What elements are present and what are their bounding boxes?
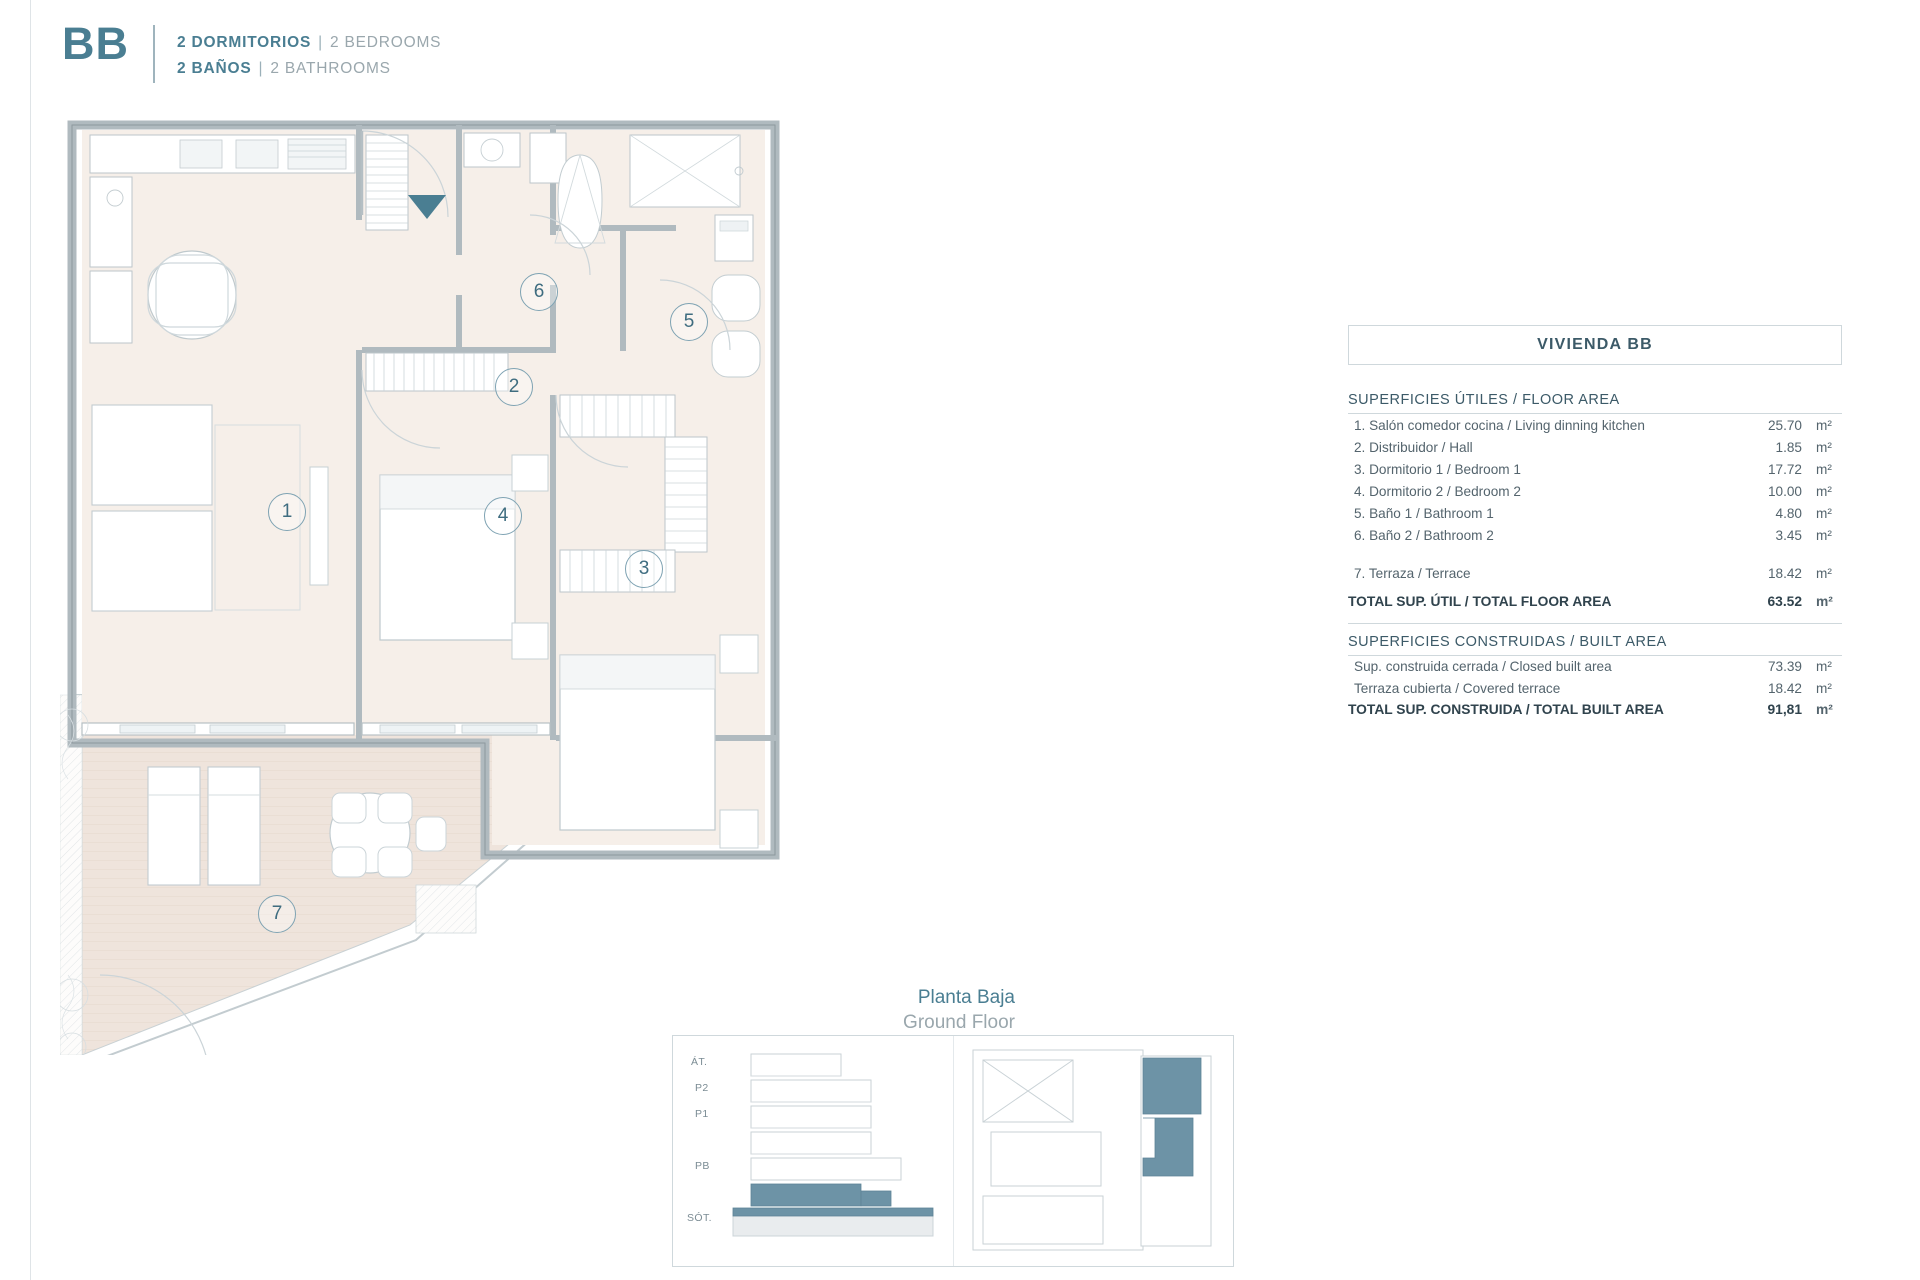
terrace-row-value: 18.42 xyxy=(1767,565,1802,581)
room-number-7: 7 xyxy=(258,895,296,933)
total-floor-area-value: 63.52 xyxy=(1767,594,1802,609)
area-row xyxy=(1348,414,1842,436)
area-row xyxy=(1348,458,1842,480)
panel-title-box xyxy=(1348,325,1842,365)
floor-level-label xyxy=(903,985,1015,1035)
total-built-area-row xyxy=(1348,700,1842,721)
unit-description xyxy=(177,22,441,82)
built-area-row-unit: m² xyxy=(1816,659,1832,674)
area-row xyxy=(1348,436,1842,458)
total-floor-area-label: TOTAL SUP. ÚTIL / TOTAL FLOOR AREA xyxy=(1348,594,1612,609)
area-row-value: 25.70 xyxy=(1767,417,1802,433)
built-area-row-value: 73.39 xyxy=(1767,659,1802,674)
room-number-5: 5 xyxy=(670,303,708,341)
built-area-row-unit: m² xyxy=(1816,681,1832,696)
area-row-label: 1. Salón comedor cocina / Living dinning kitchen xyxy=(1354,417,1645,433)
key-plan-level-at: ÁT. xyxy=(691,1056,708,1068)
area-row-label: 6. Baño 2 / Bathroom 2 xyxy=(1354,527,1494,543)
panel-rule xyxy=(1348,623,1842,624)
unit-code: BB xyxy=(62,18,129,69)
room-number-1: 1 xyxy=(268,493,306,531)
built-area-row-value: 18.42 xyxy=(1767,681,1802,696)
bedrooms-separator: | xyxy=(318,34,323,51)
header-divider xyxy=(153,25,155,83)
area-row-unit: m² xyxy=(1816,527,1832,543)
terrace-row xyxy=(1348,562,1842,584)
area-row-unit: m² xyxy=(1816,505,1832,521)
area-row-label: 4. Dormitorio 2 / Bedroom 2 xyxy=(1354,483,1521,499)
bathrooms-label-en: 2 BATHROOMS xyxy=(270,60,391,77)
key-plan-diagrams xyxy=(673,1036,1231,1264)
built-area-row-label: Terraza cubierta / Covered terrace xyxy=(1354,681,1561,696)
panel-title: VIVIENDA BB xyxy=(1537,336,1653,353)
area-row-value: 4.80 xyxy=(1775,505,1802,521)
area-row-label: 3. Dormitorio 1 / Bedroom 1 xyxy=(1354,461,1521,477)
page-left-rule xyxy=(30,0,31,1280)
area-row-unit: m² xyxy=(1816,483,1832,499)
bedrooms-label-es: 2 DORMITORIOS xyxy=(177,34,312,51)
room-number-2: 2 xyxy=(495,368,533,406)
area-row-label: 5. Baño 1 / Bathroom 1 xyxy=(1354,505,1494,521)
floor-level-label-en: Ground Floor xyxy=(903,1012,1015,1033)
area-row-value: 10.00 xyxy=(1767,483,1802,499)
built-area-row-label: Sup. construida cerrada / Closed built area xyxy=(1354,659,1612,674)
section-header-built-area: SUPERFICIES CONSTRUIDAS / BUILT AREA xyxy=(1348,634,1842,656)
area-row-value: 1.85 xyxy=(1775,439,1802,455)
north-arrow-icon xyxy=(408,195,446,219)
key-plan-level-p2: P2 xyxy=(695,1082,709,1094)
total-built-area-label: TOTAL SUP. CONSTRUIDA / TOTAL BUILT AREA xyxy=(1348,701,1664,717)
key-plan-level-p1: P1 xyxy=(695,1108,709,1120)
key-plan-level-pb: PB xyxy=(695,1160,710,1172)
area-row xyxy=(1348,524,1842,546)
area-row-spacer xyxy=(1348,546,1842,562)
total-built-area-value: 91,81 xyxy=(1767,701,1802,717)
key-plan-box xyxy=(672,1035,1234,1267)
floor-plan-drawing xyxy=(60,95,1020,1055)
total-floor-area-unit: m² xyxy=(1816,594,1833,609)
area-schedule-panel xyxy=(1348,325,1842,720)
area-row xyxy=(1348,480,1842,502)
bathrooms-label-es: 2 BAÑOS xyxy=(177,60,252,77)
total-built-area-unit: m² xyxy=(1816,701,1833,717)
bedrooms-line xyxy=(177,30,441,56)
area-row-unit: m² xyxy=(1816,461,1832,477)
room-number-3: 3 xyxy=(625,550,663,588)
bathrooms-line xyxy=(177,56,441,82)
terrace-row-label: 7. Terraza / Terrace xyxy=(1354,565,1471,581)
area-row-value: 3.45 xyxy=(1775,527,1802,543)
section-header-floor-area: SUPERFICIES ÚTILES / FLOOR AREA xyxy=(1348,392,1842,414)
total-floor-area-row xyxy=(1348,584,1842,613)
built-area-row xyxy=(1348,678,1842,700)
area-row-value: 17.72 xyxy=(1767,461,1802,477)
terrace-row-unit: m² xyxy=(1816,565,1832,581)
unit-header xyxy=(62,18,442,83)
bedrooms-label-en: 2 BEDROOMS xyxy=(329,34,442,51)
area-row-unit: m² xyxy=(1816,439,1832,455)
room-number-4: 4 xyxy=(484,497,522,535)
area-row-label: 2. Distribuidor / Hall xyxy=(1354,439,1473,455)
floor-level-label-es: Planta Baja xyxy=(917,987,1015,1008)
area-row-unit: m² xyxy=(1816,417,1832,433)
area-row xyxy=(1348,502,1842,524)
built-area-row xyxy=(1348,656,1842,678)
key-plan-level-sot: SÓT. xyxy=(687,1212,712,1224)
key-plan-divider xyxy=(953,1036,954,1266)
bathrooms-separator: | xyxy=(258,60,264,77)
room-number-6: 6 xyxy=(520,273,558,311)
